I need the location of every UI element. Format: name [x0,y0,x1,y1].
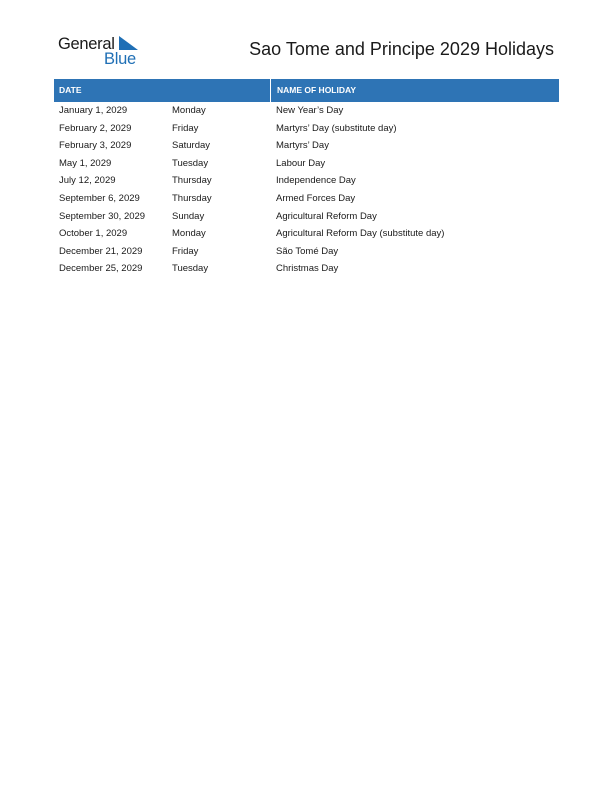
holiday-name: Christmas Day [276,263,339,275]
holiday-date: July 12, 2029 [59,175,116,187]
holiday-weekday: Saturday [172,140,211,152]
holiday-date: February 2, 2029 [59,122,132,134]
table-row [54,102,559,120]
holiday-name: Labour Day [276,157,326,169]
holiday-weekday: Friday [172,245,199,257]
table-body [54,102,559,278]
logo [58,34,148,70]
holiday-date: February 3, 2029 [59,140,132,152]
holiday-weekday: Tuesday [172,157,209,169]
holiday-name: Independence Day [276,175,356,187]
logo-triangle-icon [119,36,138,50]
holiday-name: Martyrs’ Day [276,140,329,152]
header-date: DATE [59,85,82,95]
holiday-weekday: Thursday [172,175,212,187]
holiday-name: Agricultural Reform Day (substitute day) [276,228,445,240]
holiday-date: January 1, 2029 [59,105,128,116]
holiday-weekday: Thursday [172,192,212,204]
table-row [54,137,559,155]
table-row [54,225,559,243]
holiday-weekday: Friday [172,122,199,134]
header-holiday-name: NAME OF HOLIDAY [270,79,560,102]
holiday-name: Agricultural Reform Day [276,210,377,222]
logo-general-text: General [58,35,115,53]
logo-blue-text: Blue [104,50,136,68]
holiday-date: September 6, 2029 [59,192,140,204]
holiday-name: São Tomé Day [276,245,339,257]
holiday-date: May 1, 2029 [59,157,112,169]
table-row [54,172,559,190]
holiday-weekday: Sunday [172,210,205,222]
holiday-name: New Year’s Day [276,105,344,116]
table-row [54,155,559,173]
table-row [54,120,559,138]
holiday-date: December 21, 2029 [59,245,143,257]
holiday-date: December 25, 2029 [59,263,143,275]
holiday-name: Martyrs’ Day (substitute day) [276,122,397,134]
table-row [54,190,559,208]
holiday-table [54,79,559,278]
table-row [54,243,559,261]
holiday-weekday: Tuesday [172,263,209,275]
holiday-name: Armed Forces Day [276,192,356,204]
holiday-date: September 30, 2029 [59,210,146,222]
holiday-weekday: Monday [172,228,206,240]
table-header [54,79,559,102]
page-title: Sao Tome and Principe 2029 Holidays [249,39,554,59]
table-row [54,208,559,226]
table-row [54,260,559,278]
holiday-date: October 1, 2029 [59,228,128,240]
holiday-weekday: Monday [172,105,206,116]
